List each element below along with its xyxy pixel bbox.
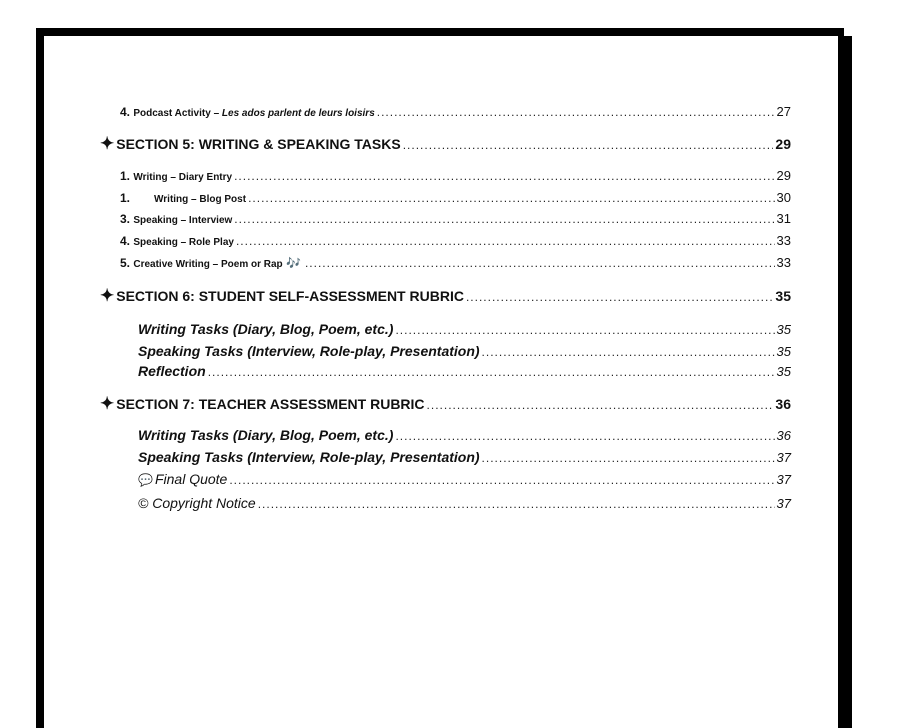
toc-entry-label: Creative Writing – Poem or Rap <box>133 259 283 270</box>
toc-entry-title <box>120 210 232 230</box>
toc-entry-number: 1. <box>120 191 131 205</box>
dot-leader <box>234 167 774 185</box>
toc-entry-podcast-activity[interactable] <box>120 103 791 123</box>
toc-section-label: SECTION 7: TEACHER ASSESSMENT RUBRIC <box>116 396 425 412</box>
toc-page-number: 35 <box>776 364 791 379</box>
dot-leader <box>377 103 775 121</box>
music-notes-icon: 🎶 <box>286 256 301 270</box>
toc-entry-title <box>120 254 303 274</box>
dot-leader <box>248 189 774 207</box>
star-icon: ✦ <box>100 134 115 153</box>
dot-leader <box>234 210 774 228</box>
toc-entry-title <box>138 470 227 489</box>
toc-section-label: SECTION 5: WRITING & SPEAKING TASKS <box>116 136 401 152</box>
toc-entry-teacher-writing-tasks[interactable] <box>138 426 791 445</box>
toc-entry-number: 4. <box>120 234 131 248</box>
toc-section-title <box>100 287 464 305</box>
toc-page-number: 36 <box>776 428 791 443</box>
dot-leader <box>229 471 774 489</box>
speech-bubble-icon: 💬 <box>138 473 153 487</box>
toc-entry-final-quote[interactable] <box>138 470 791 489</box>
toc-page-number: 36 <box>775 396 791 412</box>
toc-section-7[interactable] <box>100 395 791 414</box>
toc-entry-title <box>120 167 232 187</box>
toc-entry-number: 1. <box>120 169 131 183</box>
toc-entry-interview[interactable] <box>120 210 791 230</box>
toc-page-number: 37 <box>776 496 791 511</box>
toc-entry-title <box>120 189 246 209</box>
toc-entry-copyright-notice[interactable] <box>138 494 791 513</box>
toc-entry-number: 3. <box>120 212 131 226</box>
toc-entry-label: Writing – Diary Entry <box>133 172 233 183</box>
toc-entry-label: Final Quote <box>154 471 228 487</box>
toc-entry-poem-or-rap[interactable] <box>120 254 791 274</box>
toc-page-number: 33 <box>776 233 791 248</box>
toc-page-number: 27 <box>776 104 791 119</box>
toc-page-number: 35 <box>775 288 791 304</box>
toc-entry-label: Writing Tasks (Diary, Blog, Poem, etc.) <box>138 321 394 337</box>
dot-leader <box>482 343 775 361</box>
toc-section-title <box>100 135 401 153</box>
toc-entry-student-speaking-tasks[interactable] <box>138 342 791 361</box>
toc-entry-student-writing-tasks[interactable] <box>138 320 791 339</box>
toc-section-label: SECTION 6: STUDENT SELF-ASSESSMENT RUBRIC <box>116 288 464 304</box>
toc-entry-label: Writing – Blog Post <box>154 194 247 205</box>
star-icon: ✦ <box>100 286 115 305</box>
toc-entry-label: Speaking – Role Play <box>133 237 234 248</box>
toc-entry-blog-post[interactable] <box>120 189 791 209</box>
toc-section-title <box>100 395 425 413</box>
toc-entry-label: Speaking – Interview <box>133 215 233 226</box>
dot-leader <box>395 321 774 339</box>
toc-page-number: 30 <box>776 190 791 205</box>
dot-leader <box>395 427 774 445</box>
toc-entry-label: Writing Tasks (Diary, Blog, Poem, etc.) <box>138 427 394 443</box>
dot-leader <box>403 136 774 154</box>
toc-entry-role-play[interactable] <box>120 232 791 252</box>
toc-page-number: 37 <box>776 450 791 465</box>
toc-page-number: 37 <box>776 472 791 487</box>
toc-entry-label: Reflection <box>138 363 206 379</box>
toc-entry-title <box>120 232 234 252</box>
toc-entry-label: © Copyright Notice <box>138 495 256 511</box>
toc-entry-label-italic: Les ados parlent de leurs loisirs <box>221 108 375 119</box>
toc-page-number: 31 <box>776 211 791 226</box>
toc-section-5[interactable] <box>100 135 791 154</box>
document-page <box>36 28 844 728</box>
toc-entry-label: Speaking Tasks (Interview, Role-play, Presentation) <box>138 343 480 359</box>
dot-leader <box>236 232 775 250</box>
toc-entry-reflection[interactable] <box>138 362 791 381</box>
toc-entry-diary-entry[interactable] <box>120 167 791 187</box>
toc-entry-number: 4. <box>120 105 131 119</box>
toc-entry-label: Podcast Activity – <box>133 108 222 119</box>
dot-leader <box>258 495 775 513</box>
toc-page-number: 35 <box>776 344 791 359</box>
dot-leader <box>482 449 775 467</box>
toc-entry-number: 5. <box>120 256 131 270</box>
dot-leader <box>427 396 774 414</box>
toc-entry-teacher-speaking-tasks[interactable] <box>138 448 791 467</box>
toc-section-6[interactable] <box>100 287 791 306</box>
toc-entry-title <box>120 103 375 123</box>
toc-page-number: 29 <box>776 168 791 183</box>
toc-page-number: 35 <box>776 322 791 337</box>
toc-page-number: 29 <box>775 136 791 152</box>
star-icon: ✦ <box>100 394 115 413</box>
dot-leader <box>305 254 775 272</box>
dot-leader <box>208 363 775 381</box>
toc-page-number: 33 <box>776 255 791 270</box>
dot-leader <box>466 288 773 306</box>
toc-entry-label: Speaking Tasks (Interview, Role-play, Presentation) <box>138 449 480 465</box>
